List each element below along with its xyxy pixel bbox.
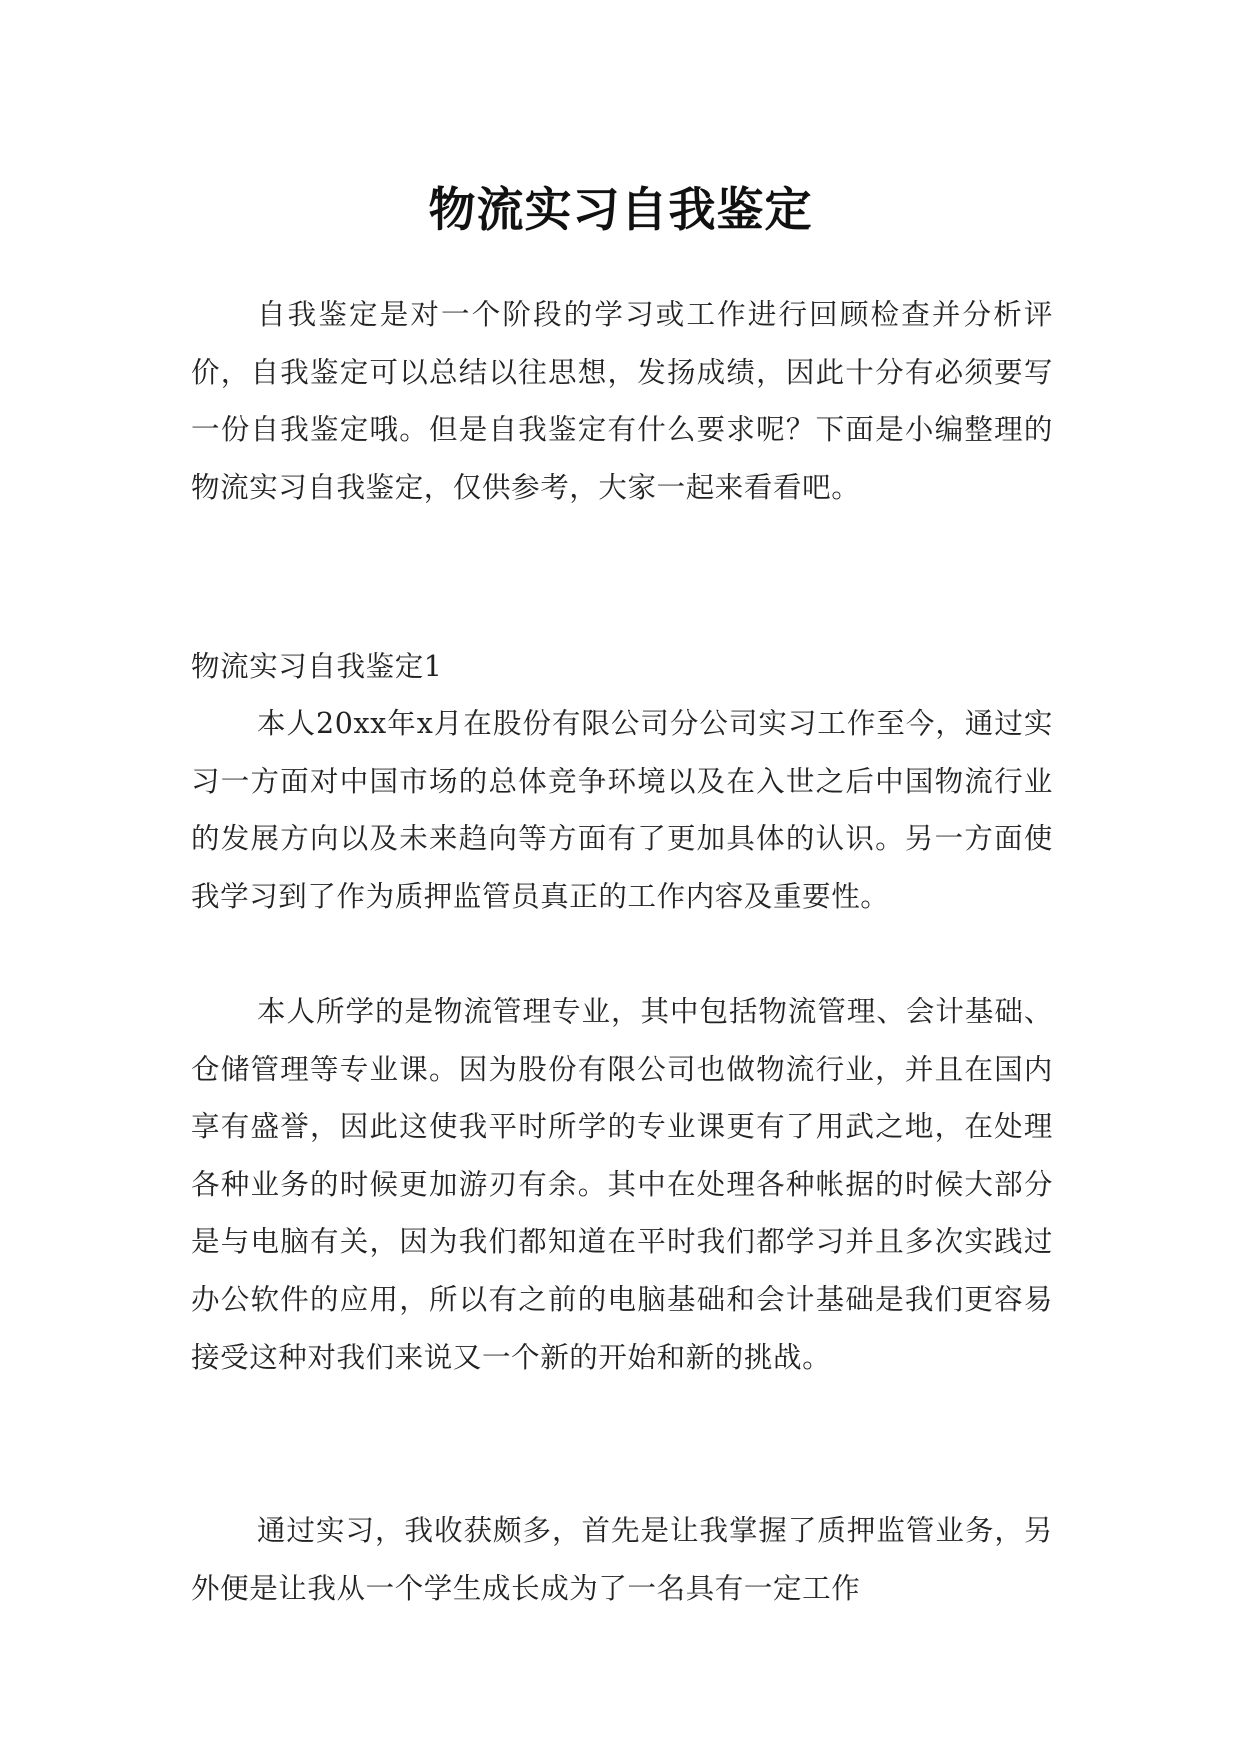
body-paragraph-2: 本人所学的是物流管理专业，其中包括物流管理、会计基础、仓储管理等专业课。因为股份有限公司也做物流行业，并且在国内享有盛誉，因此这使我平时所学的专业课更有了用武之地，在处理各种业务的时候更加游刃有余。其中在处理各种帐据的时候大部分是与电脑有关，因为我们都知道在平时我们都学习并且多次实践过办公软件的应用，所以有之前的电脑基础和会计基础是我们更容易接受这种对我们来说又一个新的开始和新的挑战。 (191, 995, 1053, 1374)
body-paragraph-3: 通过实习，我收获颇多，首先是让我掌握了质押监管业务，另外便是让我从一个学生成长成为了一名具有一定工作 (191, 1514, 1053, 1605)
document-title: 物流实习自我鉴定 (428, 183, 813, 239)
section-heading: 物流实习自我鉴定1 (191, 650, 443, 683)
intro-paragraph: 自我鉴定是对一个阶段的学习或工作进行回顾检查并分析评价，自我鉴定可以总结以往思想，发扬成绩，因此十分有必须要写一份自我鉴定哦。但是自我鉴定有什么要求呢？下面是小编整理的物流实习自我鉴定，仅供参考，大家一起来看看吧。 (191, 298, 1053, 504)
body-paragraph-1: 本人20xx年x月在股份有限公司分公司实习工作至今，通过实习一方面对中国市场的总体竞争环境以及在入世之后中国物流行业的发展方向以及未来趋向等方面有了更加具体的认识。另一方面使我学习到了作为质押监管员真正的工作内容及重要性。 (191, 707, 1053, 913)
